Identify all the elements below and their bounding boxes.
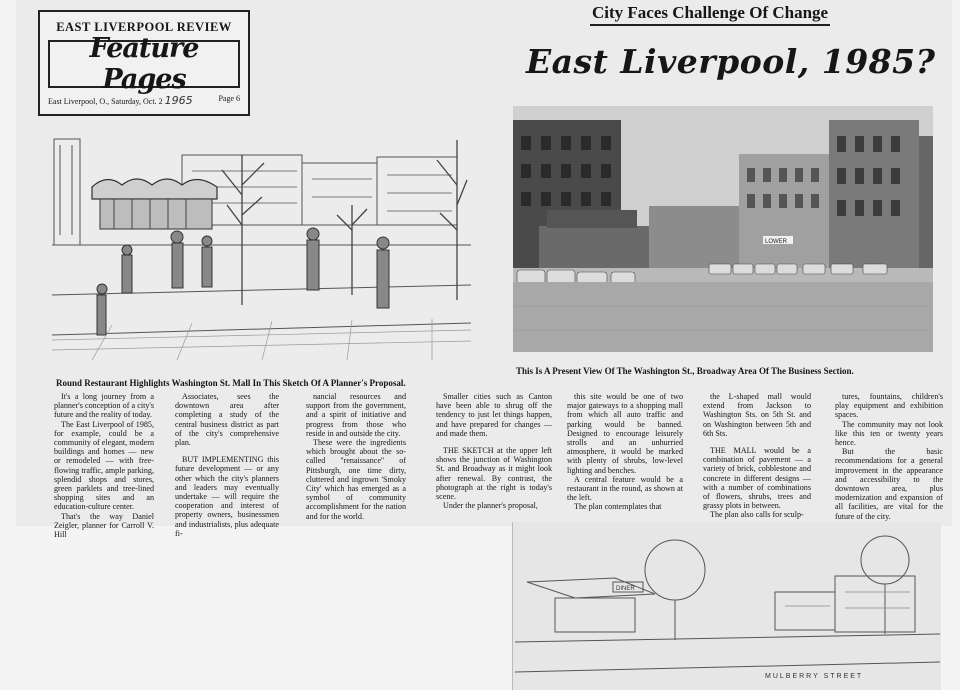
paragraph: The East Liverpool of 1985, for example, could be a community of elegant, modern buildings and homes — new or remodeled — with free-flowing traffic, ample parking, splendid shops and stores, green parklets and tree-lined shopping sites and an education-culture center.: [54, 419, 154, 512]
photo-caption: This Is A Present View Of The Washington St., Broadway Area Of The Business Section.: [516, 366, 854, 376]
article-column-6: [703, 392, 811, 520]
paragraph: tures, fountains, children's play equipment and exhibition spaces.: [835, 392, 943, 420]
article-column-4: [436, 392, 552, 510]
paragraph: Associates, sees the downtown area after completing a study of the central business district as part of the city's comprehensive plan.: [175, 392, 279, 448]
planner-sketch: [52, 135, 471, 360]
paragraph: But the basic recommendations for a general improvement in the appearance and accessibility to the downtown area, plus modernization and expansion of all facilities, are vital for the future of the city.: [835, 447, 943, 521]
paragraph: nancial resources and support from the government, and a spirit of initiative and progress from those who reside in and outside the city.: [306, 392, 406, 438]
paper-name: EAST LIVERPOOL REVIEW: [56, 20, 232, 34]
paragraph: Smaller cities such as Canton have been able to shrug off the tendency to just let things happen, and have prepared for changes — and made them.: [436, 392, 552, 438]
diner-sign: DINER: [616, 586, 635, 592]
page-number: Page 6: [218, 94, 240, 103]
paragraph: The plan also calls for sculp-: [710, 510, 804, 520]
article-column-3: [306, 392, 406, 521]
paragraph: the L-shaped mall would extend from Jackson to Washington Sts. on 5th St. and on Washington between 5th and 6th Sts.: [703, 392, 811, 438]
street-label: MULBERRY STREET: [765, 673, 864, 680]
article-column-7: [835, 392, 943, 521]
article-column-5: [567, 392, 683, 512]
headline: East Liverpool, 1985?: [526, 42, 936, 81]
article-column-2: [175, 392, 279, 538]
paragraph: BUT IMPLEMENTING this future development — or any other which the city's planners and leaders may eventually undertake — will require the cooperation and interest of property owners, businessmen and industrialists, plus adequate fi-: [175, 455, 279, 538]
article-column-1: [54, 392, 154, 539]
paragraph: It's a long journey from a planner's conception of a city's future and the reality of today.: [54, 392, 154, 420]
paragraph: THE MALL would be a combination of pavement — a variety of brick, cobblestone and concrete in different designs — with a number of combinations of flowers, shrubs, trees and grassy plots in between.: [703, 446, 811, 511]
storefront-sign: LOWER: [765, 239, 788, 245]
paragraph: THE SKETCH at the upper left shows the junction of Washington St. and Broadway as it might look after renewal. By contrast, the photograph at the right is today's scene.: [436, 446, 552, 502]
masthead: [38, 10, 250, 116]
paragraph: These were the ingredients which brought about the so-called "renaissance" of Pittsburgh, one time dirty, cluttered and ingrown 'Smoky City' which has emerged as a symbol of community accomplishment for the nation and for the world.: [306, 438, 406, 521]
section-title-box: [48, 33, 240, 95]
dateline: East Liverpool, O., Saturday, Oct. 2: [48, 97, 163, 106]
sketch-caption: Round Restaurant Highlights Washington St. Mall In This Sketch Of A Planner's Proposal.: [56, 378, 406, 388]
dateline-row: [40, 94, 248, 107]
section-title: Feature Pages: [89, 33, 199, 95]
paragraph: Under the planner's proposal,: [443, 501, 538, 511]
kicker: City Faces Challenge Of Change: [590, 3, 830, 26]
paragraph: A central feature would be a restaurant in the round, as shown at the left.: [567, 474, 683, 503]
paragraph: That's the way Daniel Zeigler, planner for Carroll V. Hill: [54, 511, 154, 540]
mulberry-street-sketch: [515, 522, 940, 690]
present-day-photo: [513, 106, 933, 352]
handwritten-year: 1965: [164, 94, 193, 107]
paragraph: The community may not look like this ten or twenty years hence.: [835, 419, 943, 448]
paragraph: this site would be one of two major gateways to a shopping mall from which all auto traffic and parking would be banned. Designed to encourage leisurely strolls and an unhurried atmosphere, it would be marked with plenty of shrubs, low-level lighting and benches.: [567, 392, 683, 475]
paragraph: The plan contemplates that: [574, 502, 662, 512]
